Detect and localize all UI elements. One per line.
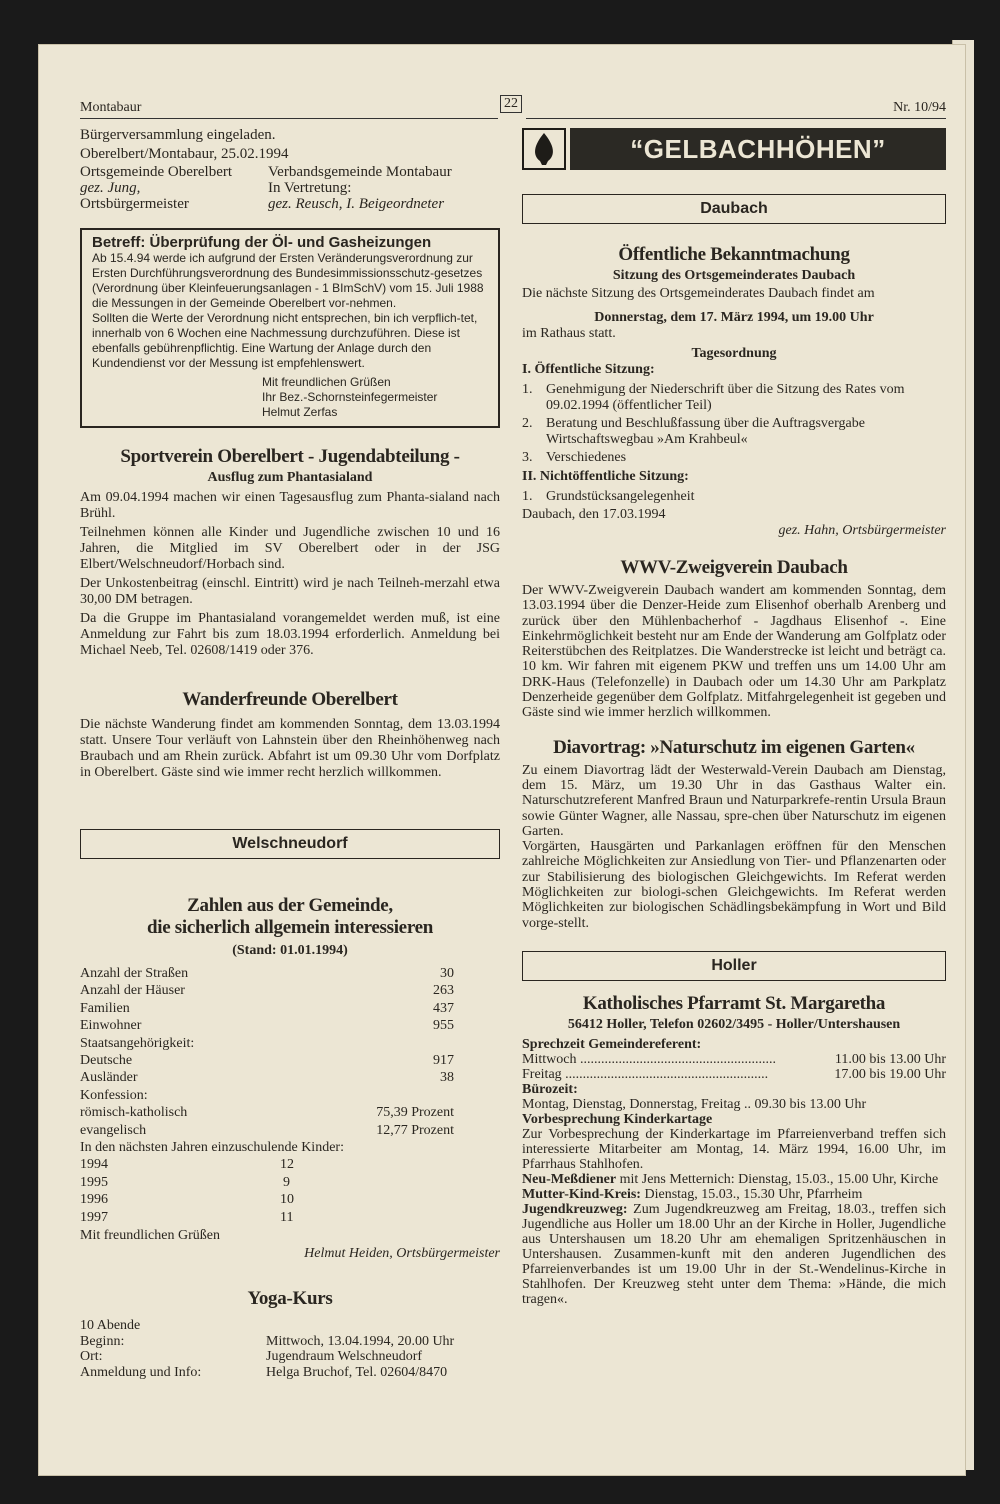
kinder-row: 1995 9 (80, 1174, 290, 1190)
agenda-public: I. Öffentliche Sitzung: (522, 362, 655, 377)
dia-p2: Vorgärten, Hausgärten und Parkanlagen eröffnen für den Menschen zahlreiche Möglichkeiten zur Ansiedlung von Tier- und Pflanzenarten oder zur Stabilisierung des biologischen Gleichgewichts. Im Referat werden Möglichkeiten zur biologi-schen Gleichgewichts. Im Referat werden Möglichkeiten zur biologischen Schädlingsbekämpfung in Wort und Bild vorge-stellt. (522, 839, 946, 931)
sig-left-3: Ortsbürgermeister (80, 196, 189, 212)
notice-greeting-3: Helmut Zerfas (262, 405, 338, 419)
sport-p1: Am 09.04.1994 machen wir einen Tagesausflug zum Phanta-sialand nach Brühl. (80, 490, 500, 521)
bekannt-subtitle: Sitzung des Ortsgemeinderates Daubach (612, 268, 856, 283)
gelbachhoehen-banner (522, 128, 946, 170)
right-column (522, 128, 946, 1307)
intro-signatures (80, 164, 500, 212)
dia-title: Diavortrag: »Naturschutz im eigenen Garten« (553, 736, 915, 758)
stats-table (80, 965, 500, 1226)
bekannt-signature: gez. Hahn, Ortsbürgermeister (778, 523, 946, 538)
sig-right-2: In Vertretung: (268, 180, 352, 196)
section-header-daubach: Daubach (522, 194, 946, 224)
zahlen-signature: Helmut Heiden, Ortsbürgermeister (304, 1246, 500, 1262)
sport-p2: Teilnehmen können alle Kinder und Jugendliche zwischen 10 und 16 Jahren, die Mitglied im SV Oberelbert oder in der JSG Elbert/Welschneudorf/Horbach sind. (80, 525, 500, 572)
list-item: 1. Grundstücksangelegenheit (522, 488, 695, 504)
wwv-body: Der WWV-Zweigverein Daubach wandert am kommenden Sonntag, dem 13.03.1994 über die Denzer-Heide zum Elisenhof oberhalb Arenberg und zurück über den Mühlenbacherhof - Jagdhaus Elisenhof -. Eine Einkehrmöglichkeit besteht nur am Ende der Wanderung am Golfplatz oder Reiterstübchen des Reitplatzes. Die Wanderstrecke ist leicht und beträgt ca. 10 km. Wir fahren mit eigenem PKW und treffen uns um 14.00 Uhr am DRK-Haus (Telefonzelle) in Daubach oder um 14.30 Uhr am Parkplatz Denzerheide gegenüber dem Golfplatz. Mitfahrgelegenheit ist gegeben und Gäste sind wie immer herzlich willkommen. (522, 583, 946, 721)
zahlen-title-1: Zahlen aus der Gemeinde, (187, 895, 393, 916)
sig-left-2: gez. Jung, (80, 180, 141, 196)
sport-p3: Der Unkostenbeitrag (einschl. Eintritt) wird je nach Teilneh-merzahl etwa 30,00 DM betragen. (80, 576, 500, 607)
kinderkartage-label: Vorbesprechung Kinderkartage (522, 1111, 713, 1127)
messdiener-para (522, 1172, 946, 1187)
stats-row: evangelisch 12,77 Prozent (80, 1122, 454, 1138)
wander-title: Wanderfreunde Oberelbert (182, 689, 398, 710)
agenda-title: Tagesordnung (691, 346, 777, 361)
kinder-row: 1997 11 (80, 1209, 294, 1225)
header-rule-right (526, 118, 946, 119)
sprech-row: Freitag .......................................................... 17.00 bis 19.00 Uhr (522, 1066, 946, 1082)
bekannt-intro: Die nächste Sitzung des Ortsgemeinderates Daubach findet am (522, 286, 875, 301)
notice-body-1: Ab 15.4.94 werde ich aufgrund der Ersten Veränderungsverordnung zur Ersten Durchführungsverordnung des Bundesimmissionsschutz-gesetzes (Verordnung über Kleinfeuerungsanlagen - 1 BImSchV) vom 15. Juli 1988 die Messungen in der Gemeinde Oberelbert vor-nehmen. (92, 251, 484, 310)
list-item: 1. Genehmigung der Niederschrift über die Sitzung des Rates vom 09.02.1994 (öffentlicher Teil) (522, 382, 905, 413)
sport-title: Sportverein Oberelbert - Jugendabteilung - (120, 446, 460, 467)
kinder-row: 1994 12 (80, 1157, 294, 1173)
jugend-para (522, 1202, 946, 1307)
pfarramt-subtitle: 56412 Holler, Telefon 02602/3495 - Holler/Untershausen (567, 1016, 901, 1032)
jugend-label: Jugendkreuzweg: (522, 1201, 628, 1217)
kinder-label: In den nächsten Jahren einzuschulende Kinder: (80, 1140, 344, 1156)
intro-dateline: Oberelbert/Montabaur, 25.02.1994 (80, 146, 289, 162)
wander-body: Die nächste Wanderung findet am kommenden Sonntag, dem 13.03.1994 statt. Unsere Tour verläuft von Lahnstein über den Rheinhöhenweg nach Braubach und am Rhein zurück. Abfahrt ist um 09.30 Uhr vom Dorfplatz in Oberelbert. Gäste sind wie immer recht herzlich willkommen. (80, 717, 500, 780)
bekannt-title: Öffentliche Bekanntmachung (618, 244, 850, 265)
stats-row: römisch-katholisch 75,39 Prozent (80, 1105, 454, 1121)
notice-title: Betreff: Überprüfung der Öl- und Gasheizungen (92, 234, 432, 251)
stats-row: Anzahl der Straßen 30 (80, 966, 454, 981)
agenda-list-private (522, 489, 946, 505)
stats-row: Konfession: (80, 1087, 148, 1103)
list-item: 2. Beratung und Beschlußfassung über die Auftragsvergabe Wirtschaftswegbau »Am Krahbeul« (522, 416, 865, 447)
sig-left-1: Ortsgemeinde Oberelbert (80, 164, 233, 180)
yoga-row: Anmeldung und Info: Helga Bruchof, Tel. 02604/8470 (80, 1364, 448, 1380)
yoga-title: Yoga-Kurs (247, 1288, 333, 1310)
intro-line: Bürgerversammlung eingeladen. (80, 127, 276, 143)
sport-subtitle: Ausflug zum Phantasialand (207, 470, 373, 485)
mutter-text: Dienstag, 15.03., 15.30 Uhr, Pfarrheim (640, 1186, 863, 1202)
stats-row: Staatsangehörigkeit: (80, 1035, 195, 1051)
leaf-logo-icon (522, 128, 566, 170)
stats-row: Familien 437 (80, 1000, 454, 1016)
messdiener-text: mit Jens Metternich: Dienstag, 15.03., 15.00 Uhr, Kirche (616, 1171, 939, 1187)
banner-title: “GELBACHHÖHEN” (570, 128, 946, 170)
sprech-label: Sprechzeit Gemeindereferent: (522, 1036, 702, 1052)
jugend-text: Zum Jugendkreuzweg am Freitag, 18.03., treffen sich Jugendliche aus Holler um 18.00 Uhr an der Kirche in Holler, Jugendliche aus Untershausen um 18.20 Uhr am ehemaligen Spritzenhäuschen in Untershausen. Zusammen-kunft mit den anderen Jugendlichen des Pfarreienverbandes ist um 19.00 Uhr in der St.-Wendelinus-Kirche in Stahlhofen. Der Kreuzweg steht unter dem Thema: »Hände, die mich tragen«. (522, 1201, 946, 1307)
page-number: 22 (500, 95, 522, 113)
stats-row: Ausländer 38 (80, 1070, 454, 1086)
section-header-holler: Holler (522, 951, 946, 981)
zahlen-subtitle: (Stand: 01.01.1994) (232, 943, 348, 958)
stats-row: Deutsche 917 (80, 1053, 454, 1069)
left-column (80, 126, 500, 1380)
buero-times: Montag, Dienstag, Donnerstag, Freitag .. 09.30 bis 13.00 Uhr (522, 1096, 867, 1112)
notice-greeting-2: Ihr Bez.-Schornsteinfegermeister (262, 390, 438, 404)
notice-body-2: Sollten die Werte der Verordnung nicht entsprechen, bin ich verpflich-tet, innerhalb von 6 Wochen eine Nachmessung durchzuführen. Diese ist ebenfalls gebührenpflichtig. Eine Wartung der Anlage durch den Kundendienst vor der Messung ist empfehlenswert. (92, 311, 478, 370)
kinderkartage-text: Zur Vorbesprechung der Kinderkartage im Pfarreienverband treffen sich interessierte Mitarbeiter am Montag, 14. März 1994, 16.00 Uhr, im Pfarrhaus Stahlhofen. (522, 1126, 946, 1172)
bekannt-dateline: Daubach, den 17.03.1994 (522, 507, 666, 522)
bekannt-place: im Rathaus statt. (522, 326, 616, 341)
zahlen-greeting: Mit freundlichen Grüßen (80, 1228, 220, 1244)
wwv-title: WWV-Zweigverein Daubach (620, 557, 848, 578)
sport-p4: Da die Gruppe im Phantasialand vorangemeldet werden muß, ist eine Anmeldung zur Fahrt bis zum 18.03.1994 erforderlich. Anmeldung bei Michael Neeb, Tel. 02608/1419 oder 376. (80, 611, 500, 658)
yoga-row: Ort: Jugendraum Welschneudorf (80, 1349, 423, 1365)
notice-greeting-1: Mit freundlichen Grüßen (262, 375, 391, 389)
yoga-row: Beginn: Mittwoch, 13.04.1994, 20.00 Uhr (80, 1333, 455, 1349)
mutter-label: Mutter-Kind-Kreis: (522, 1186, 641, 1202)
stats-row: Einwohner 955 (80, 1018, 454, 1034)
messdiener-label: Neu-Meßdiener (522, 1171, 617, 1187)
zahlen-title-2: die sicherlich allgemein interessieren (146, 917, 434, 938)
pfarramt-title: Katholisches Pfarramt St. Margaretha (582, 992, 886, 1014)
buero-label: Bürozeit: (522, 1081, 578, 1097)
sprech-row: Mittwoch ........................................................ 11.00 bis 13.00 Uhr (522, 1051, 946, 1067)
mutter-para (522, 1187, 946, 1202)
sig-right-3: gez. Reusch, I. Beigeordneter (268, 196, 445, 212)
yoga-line: 10 Abende (80, 1318, 141, 1334)
agenda-list (522, 382, 946, 466)
agenda-private: II. Nichtöffentliche Sitzung: (522, 468, 689, 484)
heating-notice-box (80, 228, 500, 428)
header-rule-left (80, 118, 498, 119)
list-item: 3. Verschiedenes (522, 450, 627, 465)
bekannt-date: Donnerstag, dem 17. März 1994, um 19.00 Uhr (594, 310, 874, 325)
dia-p1: Zu einem Diavortrag lädt der Westerwald-Verein Daubach am Dienstag, dem 15. März, um 19.30 Uhr in das Gasthaus Walter ein. Naturschutzreferent Manfred Braun und Naturparkrefe-rentin Ursula Braun sowie Günter Wagner, alle Nassau, spre-chen über Naturschutz im eigenen Garten. (522, 762, 946, 839)
header-town: Montabaur (80, 100, 142, 115)
sig-right-1: Verbandsgemeinde Montabaur (268, 164, 452, 180)
stats-row: Anzahl der Häuser 263 (80, 983, 454, 999)
kinder-row: 1996 10 (80, 1192, 294, 1208)
section-header-welschneudorf: Welschneudorf (80, 829, 500, 859)
issue-number: Nr. 10/94 (893, 100, 946, 115)
